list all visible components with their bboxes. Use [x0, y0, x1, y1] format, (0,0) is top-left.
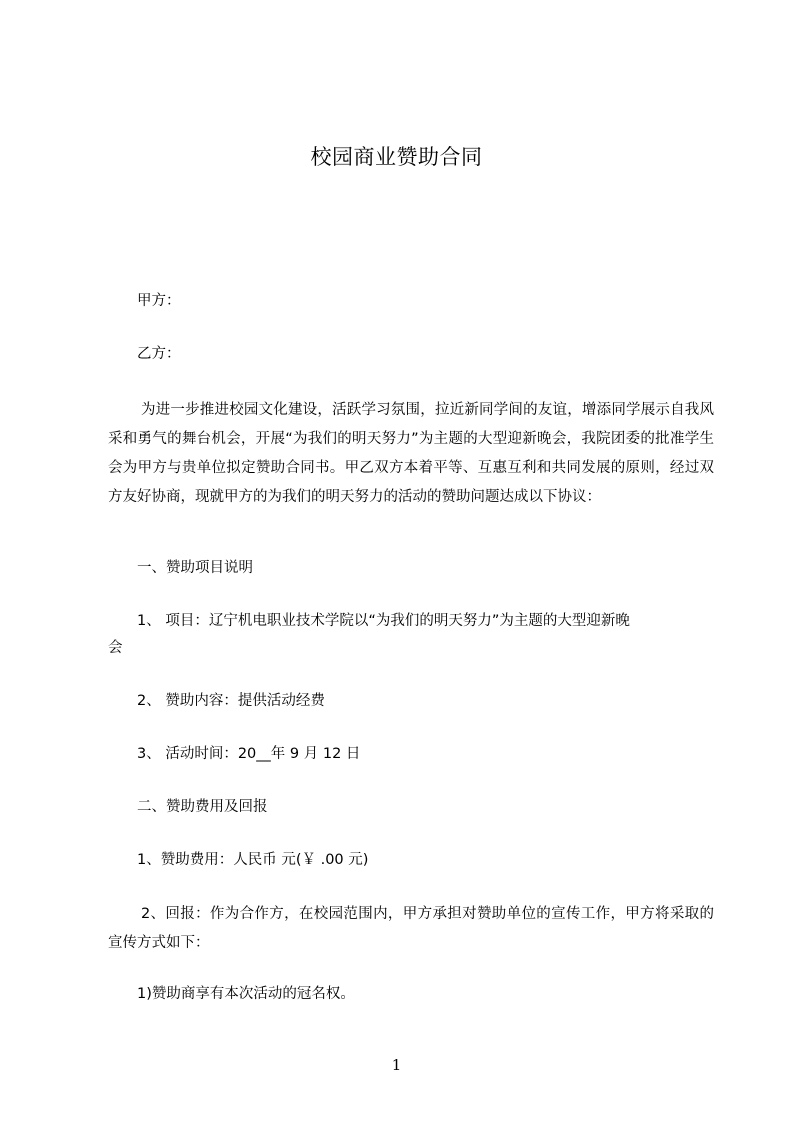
party-a-label: 甲方：	[137, 293, 181, 309]
return-paragraph: 2、回报：作为合作方，在校园范围内，甲方承担对赞助单位的宣传工作，甲方将采取的宣传方式如下：	[108, 906, 714, 951]
item-3-time: 3、 活动时间：20__年 9 月 12 日	[137, 746, 361, 762]
section-2-heading: 二、赞助费用及回报	[137, 799, 268, 815]
sponsorship-fee: 1、赞助费用：人民币 元(￥ .00 元)	[137, 852, 369, 868]
section-1-heading: 一、赞助项目说明	[137, 560, 253, 576]
page-number: 1	[391, 1056, 402, 1074]
intro-paragraph: 为进一步推进校园文化建设，活跃学习氛围，拉近新同学间的友谊，增添同学展示自我风采和勇气的舞台机会，开展“为我们的明天努力”为主题的大型迎新晚会，我院团委的批准学生会为甲方与贵单位拟定赞助合同书。甲乙双方本着平等、互惠互利和共同发展的原则，经过双方友好协商，现就甲方的为我们的明天努力的活动的赞助问题达成以下协议：	[108, 402, 714, 505]
item-2-content: 2、 赞助内容：提供活动经费	[137, 693, 325, 709]
item-1-project: 1、 项目：辽宁机电职业技术学院以“为我们的明天努力”为主题的大型迎新晚	[137, 613, 630, 629]
document-title: 校园商业赞助合同	[310, 145, 483, 169]
item-1-project-continuation: 会	[108, 640, 123, 656]
party-b-label: 乙方：	[137, 346, 181, 362]
return-item-1: 1)赞助商享有本次活动的冠名权。	[137, 986, 355, 1002]
